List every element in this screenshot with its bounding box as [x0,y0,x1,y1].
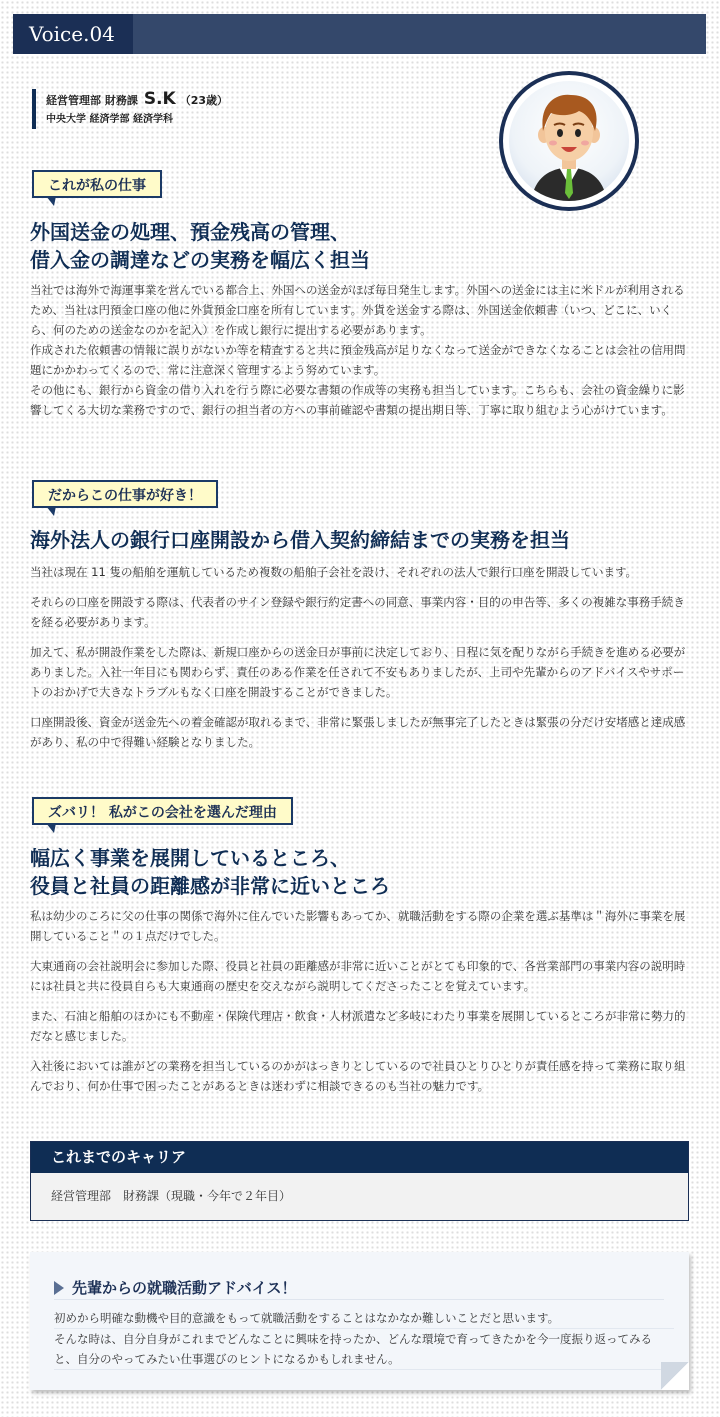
paragraph: 当社は現在 11 隻の船舶を運航しているため複数の船舶子会社を設け、それぞれの法人で銀行口座を開設しています。 [30,565,638,579]
advice-line: 初めから明確な動機や目的意識をもって就職活動をすることはなかなか難しいことだと思います。 [54,1308,674,1329]
advice-line: そんな時は、自分自身がこれまでどんなことに興味を持ったか、どんな環境で育ってきたかを今一度振り返ってみると、自分のやってみたい仕事選びのヒントになるかもしれません。 [54,1329,674,1370]
profile-school: 中央大学 経済学部 経済学科 [46,114,173,125]
section3-body [30,906,694,1106]
avatar [499,71,639,211]
paragraph: 大東通商の会社説明会に参加した際、役員と社員の距離感が非常に近いことがとても印象的で、各営業部門の事業内容の説明時には社員と共に役員自らも大東通商の歴史を交えながら説明してくださったことを覚えています。 [30,959,686,993]
paragraph: 私は幼少のころに父の仕事の関係で海外に住んでいた影響もあってか、就職活動をする際の企業を選ぶ基準は＂海外に事業を展開していること＂の１点だけでした。 [30,909,686,943]
paragraph: それらの口座を開設する際は、代表者のサイン登録や銀行約定書への同意、事業内容・目的の申告等、多くの複雑な事務手続きを経る必要があります。 [30,595,685,629]
profile-department: 経営管理部 財務課 [46,94,138,107]
page-fold-decoration [661,1362,689,1390]
triangle-bullet-icon [54,1281,64,1295]
profile-block [32,89,228,129]
avatar-illustration [509,81,629,201]
section2-body [30,562,694,762]
advice-title: 先輩からの就職活動アドバイス！ [54,1276,664,1300]
section2-tag: だからこの仕事が好き！ [32,480,218,508]
advice-body [54,1308,674,1370]
section1-tag: これが私の仕事 [32,170,162,198]
paragraph: その他にも、銀行から資金の借り入れを行う際に必要な書類の作成等の実務も担当しています。こちらも、会社の資金繰りに影響してくる大切な業務ですので、銀行の担当者の方への事前確認や書類の提出期日等、丁寧に取り組むよう心がけています。 [30,383,685,417]
advice-box [30,1252,689,1390]
section3-tag: ズバリ！ 私がこの会社を選んだ理由 [32,797,293,825]
profile-age: （23歳） [179,94,229,107]
section1-body [30,280,694,420]
paragraph: また、石油と船舶のほかにも不動産・保険代理店・飲食・人材派遣など多岐にわたり事業を展開しているところが非常に勢力的だなと感じました。 [30,1009,686,1043]
section2-heading: 海外法人の銀行口座開設から借入契約締結までの実務を担当 [30,528,570,552]
paragraph: 口座開設後、資金が送金先への着金確認が取れるまで、非常に緊張しましたが無事完了したときは緊張の分だけ安堵感と達成感があり、私の中で得難い経験となりました。 [30,715,686,749]
section3-heading: 幅広く事業を展開しているところ、 役員と社員の距離感が非常に近いところ [30,846,390,898]
paragraph: 当社では海外で海運事業を営んでいる都合上、外国への送金がほぼ毎日発生します。外国への送金には主に米ドルが利用されるため、当社は円預金口座の他に外貨預金口座を所有しています。外貨を送金する際は、外国送金依頼書（いつ、どこに、いくら、何のための送金なのかを記入）を作成し銀行に提出する必要があります。 [30,283,685,337]
career-title: これまでのキャリア [31,1142,688,1173]
paragraph: 作成された依頼書の情報に誤りがないか等を精査すると共に預金残高が足りなくなって送金ができなくなることは会社の信用問題にかかわってくるので、常に注意深く管理するよう努めています。 [30,343,686,377]
profile-initials: S.K [143,89,176,109]
voice-header-bar [13,14,706,54]
section1-heading: 外国送金の処理、預金残高の管理、 借入金の調達などの実務を幅広く担当 [30,220,370,272]
voice-label: Voice.04 [13,14,133,54]
paragraph: 加えて、私が開設作業をした際は、新規口座からの送金日が事前に決定しており、日程に気を配りながら手続きを進める必要がありました。入社一年目にも関わらず、責任のある作業を任されて不安もありましたが、上司や先輩からのアドバイスやサポートのおかげで大きなトラブルもなく口座を開設することができました。 [30,645,686,699]
career-box [30,1141,689,1221]
career-body: 経営管理部 財務課（現職・今年で２年目） [51,1189,292,1203]
person-illustration-icon [509,81,629,201]
paragraph: 入社後においては誰がどの業務を担当しているのかがはっきりとしているので社員ひとりひとりが責任感を持って業務に取り組んでおり、何か仕事で困ったことがあるときは迷わずに相談できるのも当社の魅力です。 [30,1059,686,1093]
